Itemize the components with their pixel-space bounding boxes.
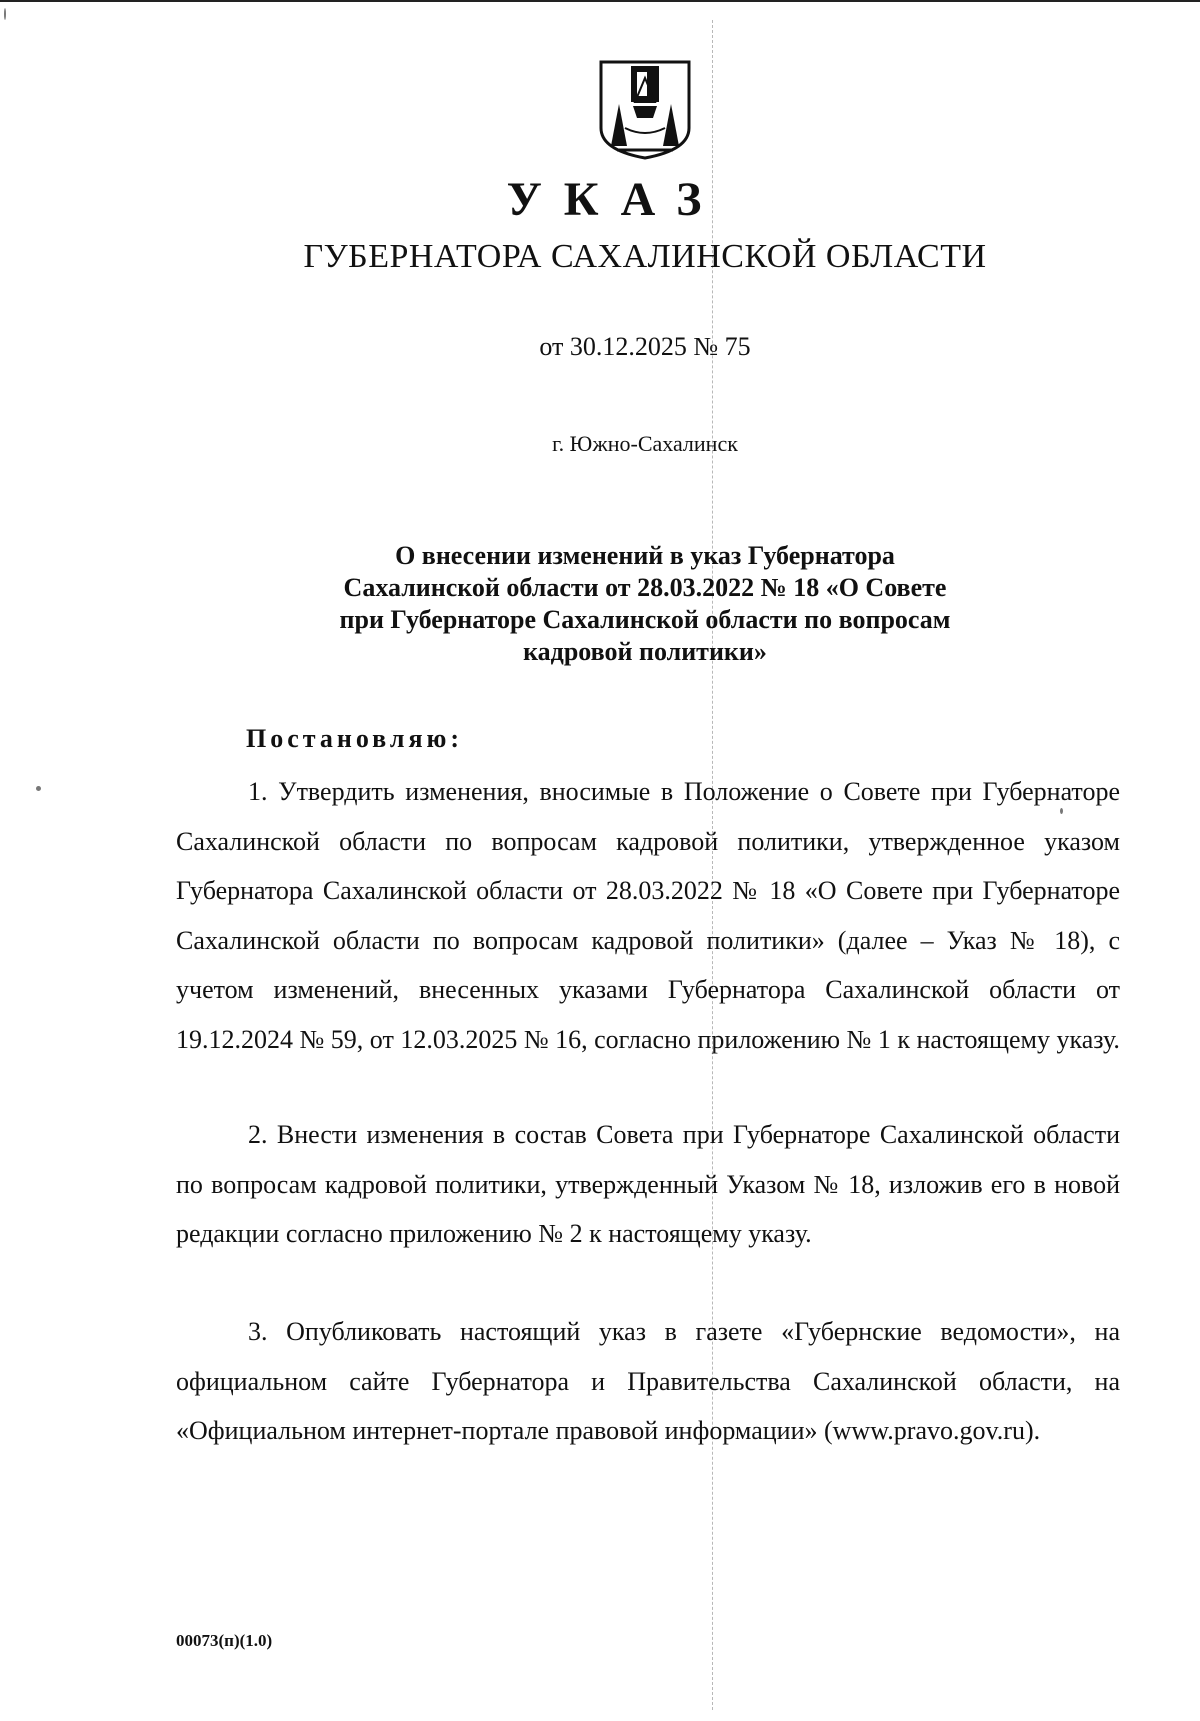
paragraph-3: 3. Опубликовать настоящий указ в газете «Губернские ведомости», на официальном сайте Губернатора и Правительства Сахалинской области, на «Официальном интернет-портале правовой информации» (www.pravo.gov.ru).: [176, 1317, 1120, 1445]
subject-line: кадровой политики»: [523, 637, 767, 666]
scan-top-edge: [0, 0, 1200, 2]
scan-speck: [1060, 808, 1063, 814]
sakhalin-coat-of-arms-icon: [597, 58, 693, 160]
decree-word: Постановляю:: [246, 724, 464, 753]
document-subject: [300, 540, 990, 668]
subject-line: Сахалинской области от 28.03.2022 № 18 «О Совете: [343, 573, 947, 602]
subject-line: О внесении изменений в указ Губернатора: [395, 541, 895, 570]
paragraph-1: 1. Утвердить изменения, вносимые в Положение о Совете при Губернаторе Сахалинской области по вопросам кадровой политики, утвержденное указом Губернатора Сахалинской области от 28.03.2022 № 18 «О Совете при Губернаторе Сахалинской области по вопросам кадровой политики» (далее – Указ № 18), с учетом изменений, внесенных указами Губернатора Сахалинской области от 19.12.2024 № 59, от 12.03.2025 № 16, согласно приложению № 1 к настоящему указу.: [176, 777, 1120, 1054]
document-type-title: УКАЗ: [506, 173, 724, 226]
scan-speck: [4, 8, 6, 20]
document-city: г. Южно-Сахалинск: [552, 431, 738, 456]
issuer-title: ГУБЕРНАТОРА САХАЛИНСКОЙ ОБЛАСТИ: [303, 238, 987, 275]
paragraph-2: 2. Внести изменения в состав Совета при Губернаторе Сахалинской области по вопросам кадровой политики, утвержденный Указом № 18, изложив его в новой редакции согласно приложению № 2 к настоящему указу.: [176, 1120, 1120, 1248]
scan-speck: [36, 786, 41, 791]
subject-line: при Губернаторе Сахалинской области по вопросам: [339, 605, 951, 634]
document-code: 00073(п)(1.0): [176, 1631, 273, 1650]
document-date-number: от 30.12.2025 № 75: [539, 332, 751, 361]
